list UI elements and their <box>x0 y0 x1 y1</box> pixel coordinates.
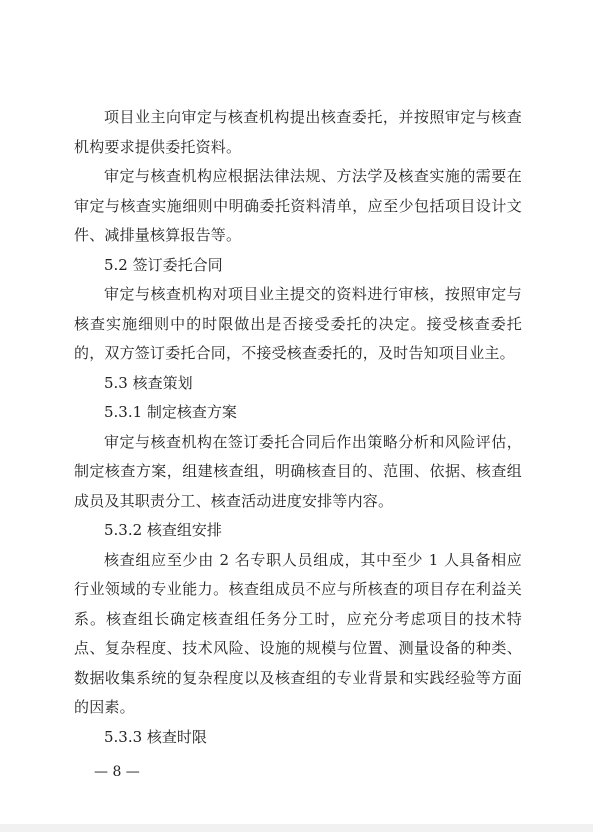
section-heading-5-3-1: 5.3.1 制定核查方案 <box>104 403 237 421</box>
paragraph-commission-request: 项目业主向审定与核查机构提出核查委托，并按照审定与核查机构要求提供委托资料。 <box>74 108 522 156</box>
paragraph-verification-plan: 审定与核查机构在签订委托合同后作出策略分析和风险评估，制定核查方案，组建核查组，明确核查目的、范围、依据、核查组成员及其职责分工、核查活动进度安排等内容。 <box>74 432 522 510</box>
paragraph-team-arrangement: 核查组应至少由 2 名专职人员组成，其中至少 1 人具备相应行业领域的专业能力。核查组成员不应与所核查的项目存在利益关系。核查组长确定核查组任务分工时，应充分考虑项目的技术特点、复杂程度、技术风险、设施的规模与位置、测量设备的种类、数据收集系统的复杂程度以及核查组的专业背景和实践经验等方面的因素。 <box>74 550 522 716</box>
paragraph-contract-signing: 审定与核查机构对项目业主提交的资料进行审核，按照审定与核查实施细则中的时限做出是否接受委托的决定。接受核查委托的，双方签订委托合同，不接受核查委托的，及时告知项目业主。 <box>74 285 522 362</box>
paragraph-commission-materials: 审定与核查机构应根据法律法规、方法学及核查实施的需要在审定与核查实施细则中明确委托资料清单，应至少包括项目设计文件、减排量核算报告等。 <box>74 167 522 244</box>
section-heading-5-3-3: 5.3.3 核查时限 <box>104 727 207 746</box>
document-body <box>74 103 522 752</box>
section-heading-5-2: 5.2 签订委托合同 <box>104 255 223 274</box>
page-number: — 8 — <box>94 764 140 780</box>
section-heading-5-3-2: 5.3.2 核查组安排 <box>104 521 222 539</box>
page-bottom-edge <box>0 824 593 832</box>
section-heading-5-3: 5.3 核查策划 <box>104 373 193 392</box>
